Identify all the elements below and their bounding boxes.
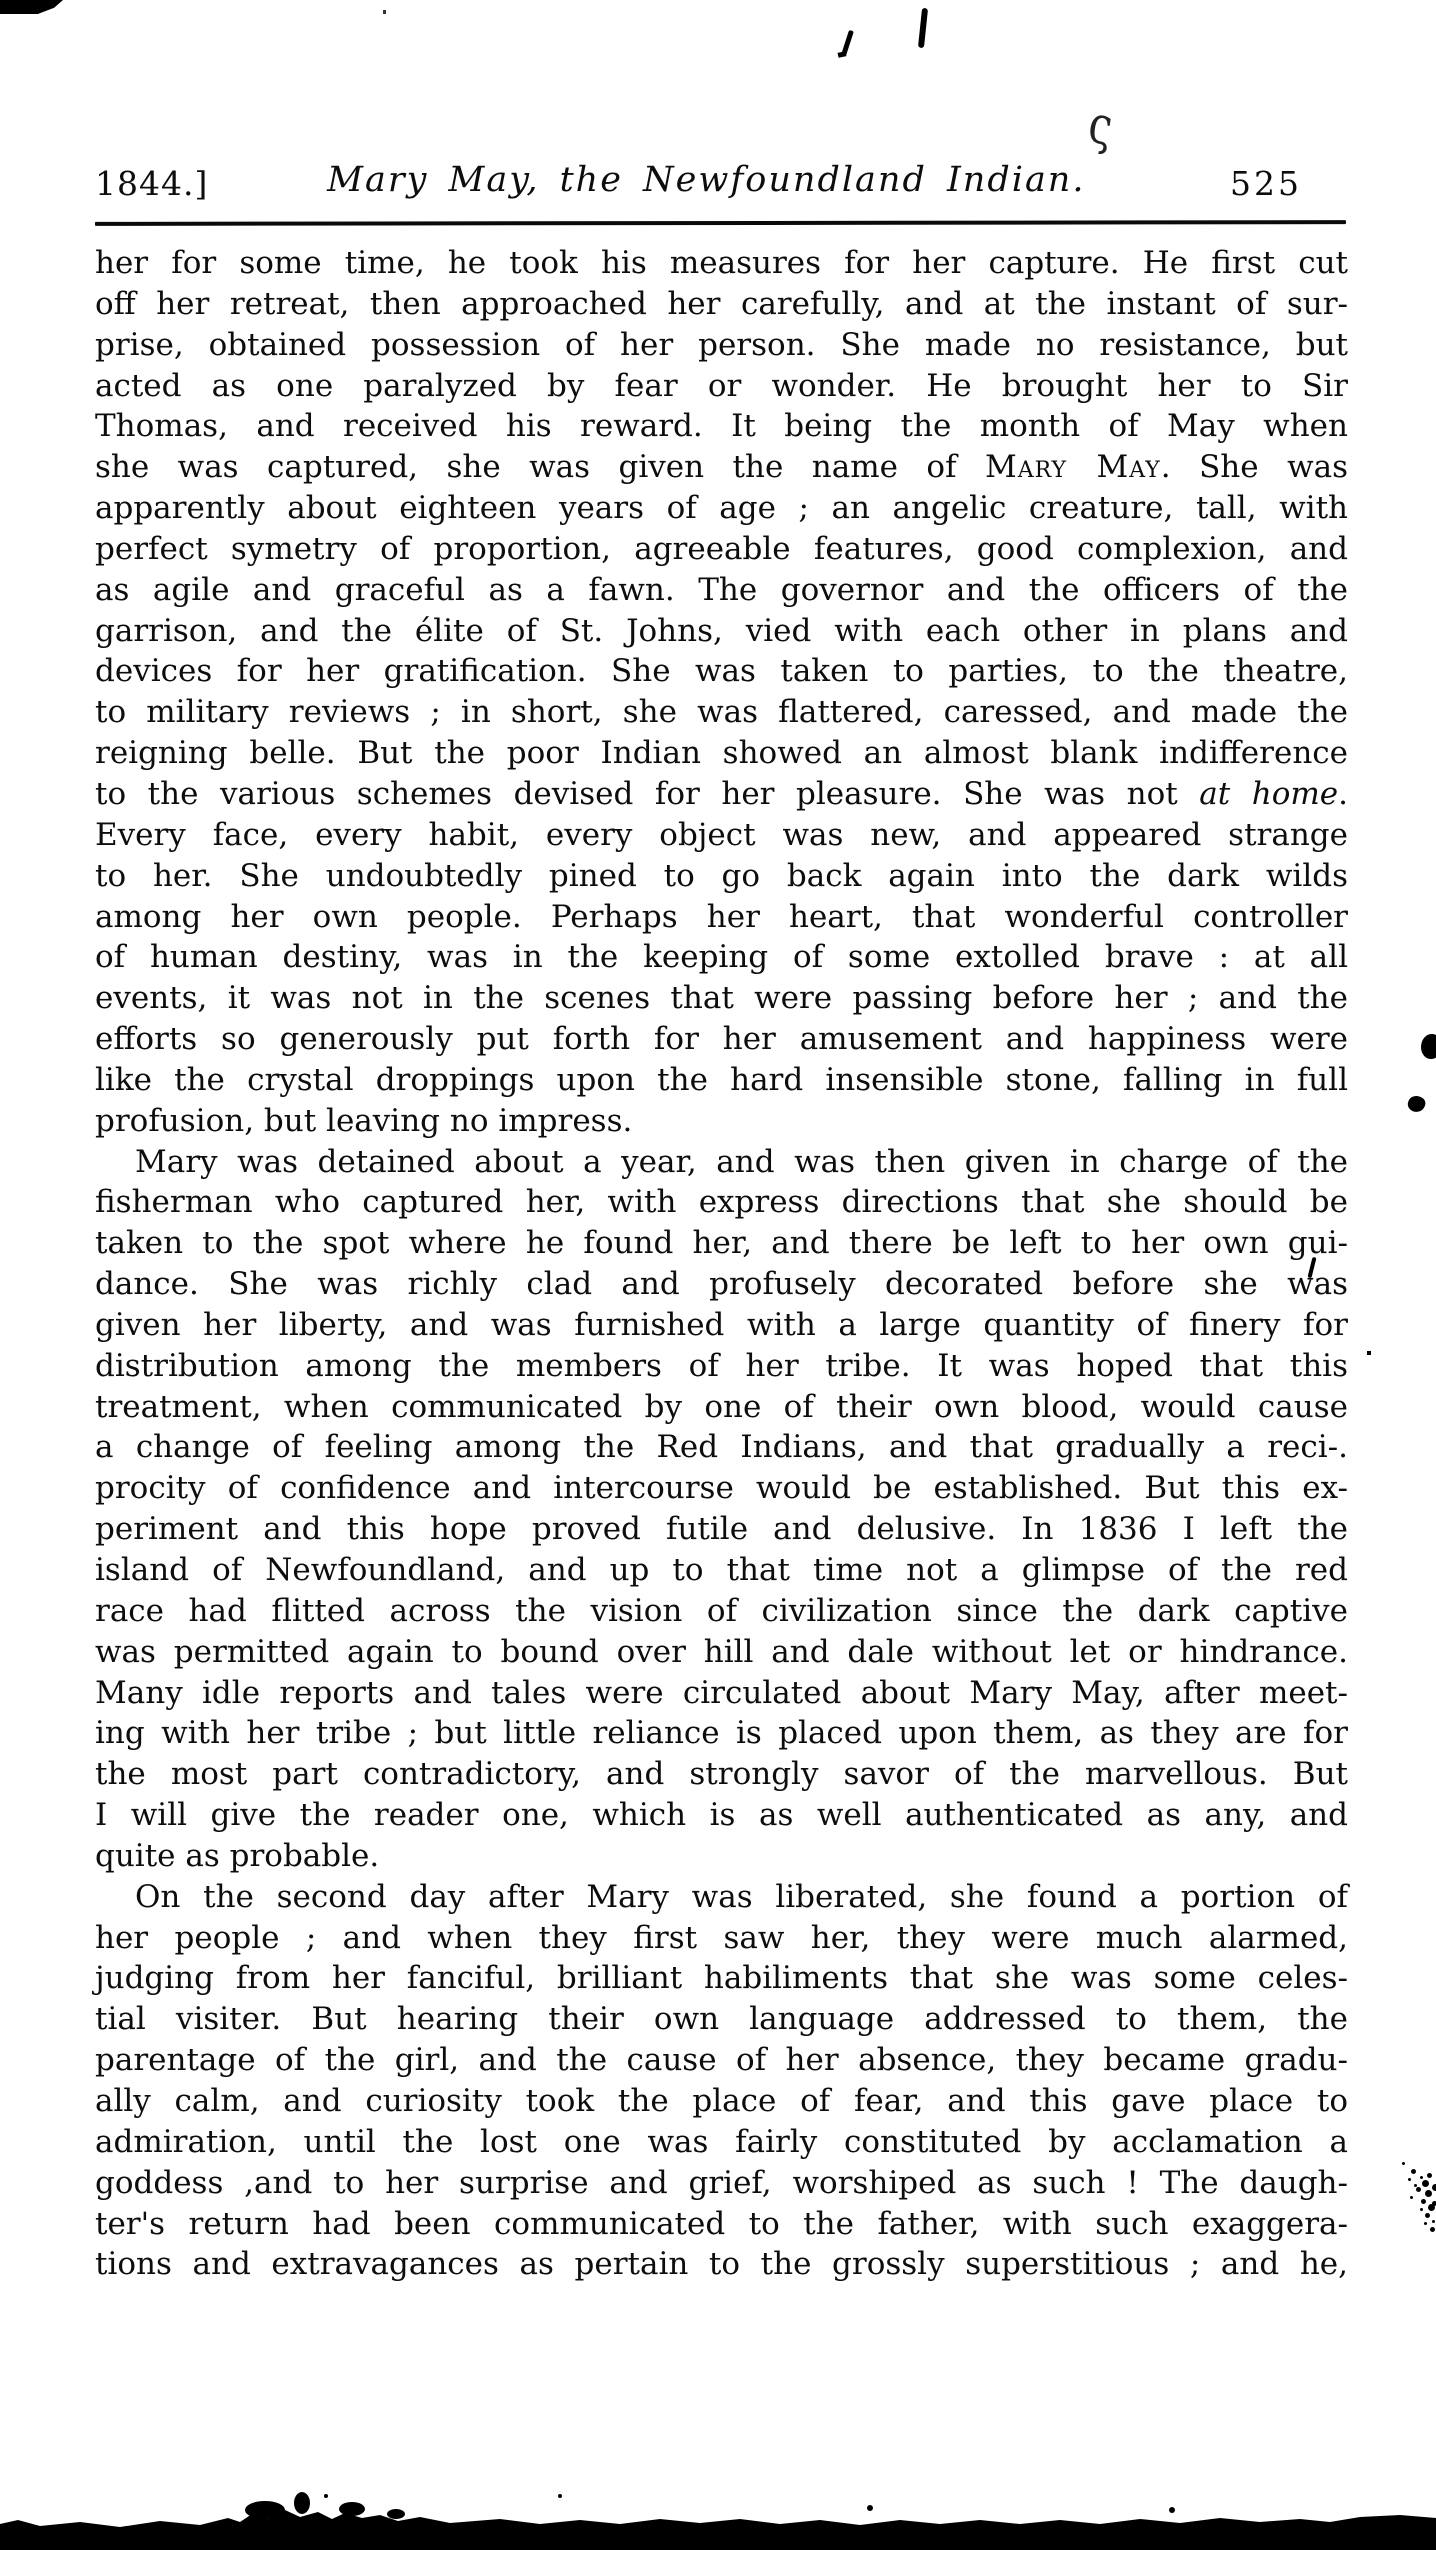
text-run: race had flitted across the vision of civilization since the dark captive	[95, 1592, 1348, 1629]
text-line	[95, 1305, 1348, 1346]
paragraph	[95, 1877, 1348, 2285]
text-run: . She was	[1160, 449, 1348, 486]
scan-artifact-dot	[1367, 1351, 1371, 1355]
text-run: periment and this hope proved futile and delusive. In 1836 I left the	[95, 1511, 1348, 1548]
text-run: garrison, and the élite of St. Johns, vied with each other in plans and	[95, 612, 1348, 649]
scan-artifact-ink-fleck	[918, 8, 928, 48]
text-run: devices for her gratification. She was taken to parties, to the theatre,	[95, 653, 1348, 690]
text-line	[95, 897, 1348, 938]
text-line	[95, 1673, 1348, 1714]
text-run: of human destiny, was in the keeping of some extolled brave : at all	[95, 939, 1348, 976]
text-run: reigning belle. But the poor Indian showed an almost blank indifference	[95, 735, 1348, 772]
text-line	[95, 1468, 1348, 1509]
header-year-label: 1844.]	[95, 164, 209, 203]
text-line	[95, 1591, 1348, 1632]
scan-artifact-ink-fleck	[838, 51, 847, 58]
scan-artifact-dot	[383, 10, 386, 14]
text-run: On the second day after Mary was liberated, she found a portion of	[135, 1878, 1348, 1915]
text-run: parentage of the girl, and the cause of her absence, they became gradu-	[95, 2042, 1348, 2079]
text-line	[95, 2081, 1348, 2122]
text-run: tions and extravagances as pertain to the grossly superstitious ; and he,	[95, 2246, 1348, 2283]
text-line	[95, 1142, 1348, 1183]
text-run: .	[1338, 775, 1348, 812]
text-run: ing with her tribe ; but little reliance is placed upon them, as they are for	[95, 1715, 1348, 1752]
text-line	[95, 1836, 1348, 1877]
text-run: I will give the reader one, which is as well authenticated as any, and	[95, 1797, 1348, 1834]
text-line	[95, 1999, 1348, 2040]
text-line	[95, 815, 1348, 856]
scan-artifact-bottom-edge	[0, 2488, 1436, 2550]
text-run: to the various schemes devised for her pleasure. She was not	[95, 775, 1200, 812]
text-run: efforts so generously put forth for her amusement and happiness were	[95, 1021, 1348, 1058]
text-run: among her own people. Perhaps her heart, that wonderful controller	[95, 898, 1348, 935]
scan-artifact-ink-smudge	[1402, 2162, 1405, 2165]
text-run: her for some time, he took his measures for her capture. He first cut	[95, 245, 1348, 281]
text-line	[95, 2122, 1348, 2163]
text-line	[95, 978, 1348, 1019]
header-page-number: 525	[1230, 164, 1302, 203]
text-run: the most part contradictory, and strongly savor of the marvellous. But	[95, 1756, 1348, 1793]
text-line	[95, 2244, 1348, 2285]
text-line	[95, 1550, 1348, 1591]
text-run: Many idle reports and tales were circulated about Mary May, after meet-	[95, 1674, 1348, 1711]
text-line	[95, 325, 1348, 366]
text-run: as agile and graceful as a fawn. The governor and the officers of the	[95, 571, 1348, 608]
text-line	[95, 488, 1348, 529]
text-run: to her. She undoubtedly pined to go back again into the dark wilds	[95, 857, 1348, 894]
text-line	[95, 1427, 1348, 1468]
text-line	[95, 1509, 1348, 1550]
text-line	[95, 1223, 1348, 1264]
text-run: Mary was detained about a year, and was then given in charge of the	[135, 1143, 1348, 1180]
scan-artifact-curl-mark: ς	[1084, 94, 1117, 158]
text-line	[95, 937, 1348, 978]
italic-phrase: at home	[1199, 775, 1339, 812]
small-caps-name: Mary May	[985, 449, 1161, 486]
text-line	[95, 1019, 1348, 1060]
paragraph	[95, 243, 1348, 1142]
scan-artifact-top-left-bar	[0, 0, 63, 14]
text-line	[95, 529, 1348, 570]
text-line	[95, 1060, 1348, 1101]
text-line	[95, 447, 1348, 488]
header-rule	[95, 220, 1346, 226]
text-run: off her retreat, then approached her carefully, and at the instant of sur-	[95, 285, 1348, 322]
text-run: she was captured, she was given the name of	[95, 449, 985, 486]
page-header	[95, 160, 1348, 208]
text-run: ter's return had been communicated to the father, with such exaggera-	[95, 2205, 1348, 2242]
text-run: prise, obtained possession of her person. She made no resistance, but	[95, 326, 1348, 363]
text-line	[95, 243, 1348, 284]
text-run: tial visiter. But hearing their own language addressed to them, the	[95, 2001, 1348, 2038]
text-line	[95, 1958, 1348, 1999]
header-title: Mary May, the Newfoundland Indian.	[327, 160, 1086, 200]
text-line	[95, 651, 1348, 692]
paragraph	[95, 1142, 1348, 1877]
text-line	[95, 1754, 1348, 1795]
text-run: Every face, every habit, every object was new, and appeared strange	[95, 816, 1348, 853]
text-line	[95, 284, 1348, 325]
text-run: ally calm, and curiosity took the place of fear, and this gave place to	[95, 2082, 1348, 2119]
text-run: given her liberty, and was furnished with a large quantity of finery for	[95, 1306, 1348, 1343]
text-run: goddess ,and to her surprise and grief, worshiped as such ! The daugh-	[95, 2164, 1348, 2201]
text-run: distribution among the members of her tribe. It was hoped that this	[95, 1347, 1348, 1384]
text-line	[95, 733, 1348, 774]
text-run: her people ; and when they first saw her, they were much alarmed,	[95, 1919, 1348, 1956]
text-run: fisherman who captured her, with express directions that she should be	[95, 1184, 1348, 1221]
text-run: admiration, until the lost one was fairly constituted by acclamation a	[95, 2123, 1348, 2160]
text-run: profusion, but leaving no impress.	[95, 1102, 633, 1139]
text-run: apparently about eighteen years of age ; an angelic creature, tall, with	[95, 490, 1348, 527]
text-run: acted as one paralyzed by fear or wonder. He brought her to Sir	[95, 367, 1348, 404]
text-line	[95, 1877, 1348, 1918]
text-line	[95, 2040, 1348, 2081]
scan-artifact-ink-blot	[1421, 1034, 1436, 1059]
text-run: Thomas, and received his reward. It being the month of May when	[95, 408, 1348, 445]
text-line	[95, 1101, 1348, 1142]
text-run: like the crystal droppings upon the hard insensible stone, falling in full	[95, 1061, 1348, 1098]
text-line	[95, 1387, 1348, 1428]
text-line	[95, 856, 1348, 897]
text-line	[95, 1264, 1348, 1305]
article-body	[95, 243, 1348, 2285]
text-run: treatment, when communicated by one of their own blood, would cause	[95, 1388, 1348, 1425]
text-run: dance. She was richly clad and profusely decorated before she was	[95, 1266, 1348, 1303]
text-run: was permitted again to bound over hill and dale without let or hindrance.	[95, 1633, 1348, 1670]
text-run: events, it was not in the scenes that were passing before her ; and the	[95, 980, 1348, 1017]
text-line	[95, 366, 1348, 407]
text-line	[95, 406, 1348, 447]
text-line	[95, 2204, 1348, 2245]
text-line	[95, 1918, 1348, 1959]
text-line	[95, 692, 1348, 733]
text-line	[95, 1713, 1348, 1754]
text-run: island of Newfoundland, and up to that time not a glimpse of the red	[95, 1552, 1348, 1588]
text-run: to military reviews ; in short, she was flattered, caressed, and made the	[95, 694, 1348, 731]
text-run: procity of confidence and intercourse would be established. But this ex-	[95, 1470, 1348, 1507]
text-line	[95, 774, 1348, 815]
text-run: a change of feeling among the Red Indians, and that gradually a reci-.	[95, 1429, 1348, 1466]
scan-artifact-ink-blot	[1406, 1094, 1427, 1115]
text-run: taken to the spot where he found her, and there be left to her own gui-	[95, 1225, 1348, 1262]
text-run: perfect symetry of proportion, agreeable features, good complexion, and	[95, 530, 1348, 567]
text-line	[95, 1795, 1348, 1836]
text-line	[95, 570, 1348, 611]
text-line	[95, 1182, 1348, 1223]
text-line	[95, 2163, 1348, 2204]
text-line	[95, 1632, 1348, 1673]
text-run: quite as probable.	[95, 1837, 380, 1874]
text-line	[95, 1346, 1348, 1387]
text-run: judging from her fanciful, brilliant habiliments that she was some celes-	[95, 1960, 1348, 1997]
text-line	[95, 611, 1348, 652]
